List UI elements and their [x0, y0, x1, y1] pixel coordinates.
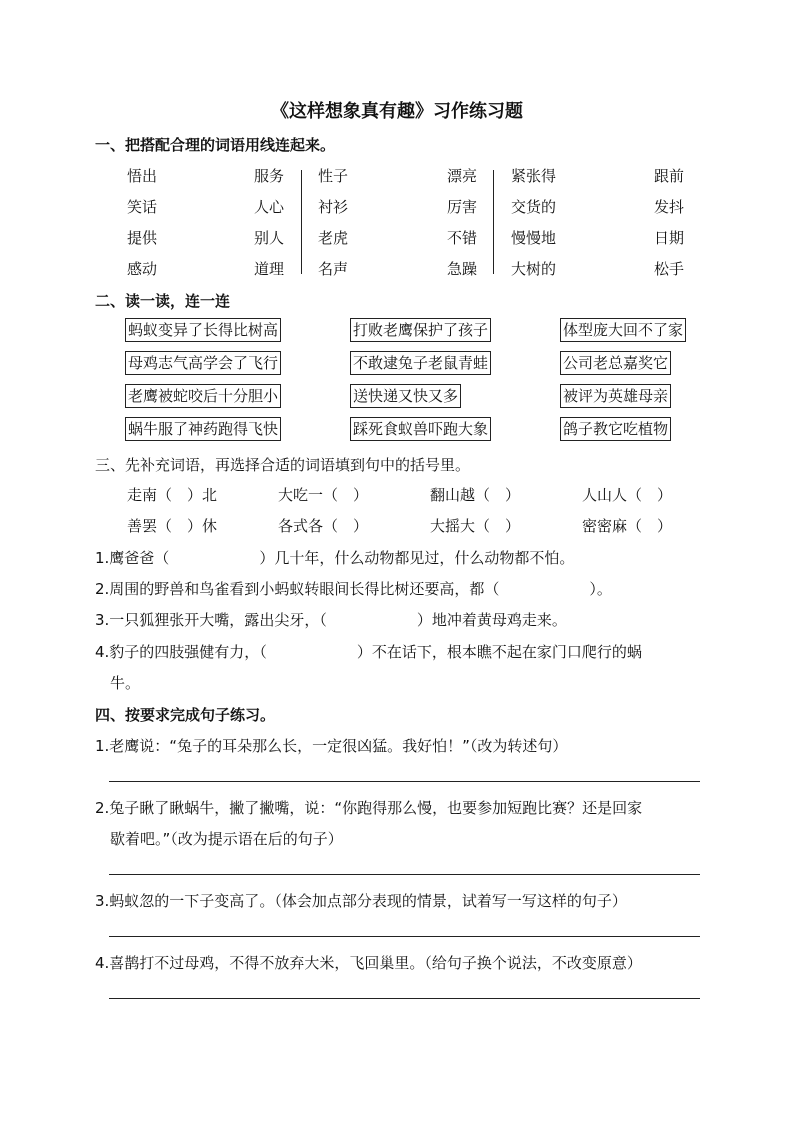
word: 急躁: [447, 260, 478, 278]
section-4-heading: 四、按要求完成句子练习。: [95, 706, 276, 724]
question-4-2: 2.兔子瞅了瞅蜗牛，撇了撇嘴，说：“你跑得那么慢，也要参加短跑比赛？还是回家: [95, 799, 643, 817]
word: 厉害: [447, 198, 478, 216]
answer-line[interactable]: [109, 781, 700, 782]
phrase-box: 不敢逮兔子老鼠青蛙: [350, 351, 491, 375]
phrase-box: 蜗牛服了神药跑得飞快: [125, 417, 281, 441]
page-title: 《这样想象真有趣》习作练习题: [271, 101, 523, 122]
word: 跟前: [654, 167, 685, 185]
section-2-heading: 二、读一读，连一连: [95, 292, 231, 310]
word: 别人: [254, 229, 285, 247]
phrase-box: 送快递又快又多: [350, 384, 461, 408]
fill-word: 翻山越（ ）: [430, 486, 521, 504]
question-4-1: 1.老鹰说：“兔子的耳朵那么长，一定很凶猛。我好怕！”（改为转述句）: [95, 737, 568, 755]
phrase-box: 鸽子教它吃植物: [560, 417, 671, 441]
question-4-3: 3.蚂蚁忽的一下子变高了。（体会加点部分表现的情景，试着写一写这样的句子）: [95, 892, 627, 910]
word: 老虎: [318, 229, 349, 247]
word: 提供: [127, 229, 158, 247]
column-divider: [493, 170, 494, 274]
phrase-box: 公司老总嘉奖它: [560, 351, 671, 375]
fill-word: 大摇大（ ）: [430, 517, 521, 535]
question-4-2-cont: 歇着吧。”（改为提示语在后的句子）: [110, 830, 343, 848]
section-1-heading: 一、把搭配合理的词语用线连起来。: [95, 136, 336, 154]
question-3-2: 2.周围的野兽和鸟雀看到小蚂蚁转眼间长得比树还要高，都（ ）。: [95, 580, 612, 598]
question-3-4-cont: 牛。: [110, 674, 141, 692]
question-3-3: 3.一只狐狸张开大嘴，露出尖牙，（ ）地冲着黄母鸡走来。: [95, 611, 567, 629]
word: 道理: [254, 260, 285, 278]
answer-line[interactable]: [109, 936, 700, 937]
phrase-box: 母鸡志气高学会了飞行: [125, 351, 281, 375]
answer-line[interactable]: [109, 998, 700, 999]
phrase-box: 打败老鹰保护了孩子: [350, 318, 491, 342]
phrase-box: 老鹰被蛇咬后十分胆小: [125, 384, 281, 408]
question-4-4: 4.喜鹊打不过母鸡，不得不放弃大米，飞回巢里。（给句子换个说法，不改变原意）: [95, 954, 642, 972]
word: 松手: [654, 260, 685, 278]
word: 慢慢地: [511, 229, 557, 247]
phrase-box: 踩死食蚁兽吓跑大象: [350, 417, 491, 441]
fill-word: 各式各（ ）: [278, 517, 369, 535]
word: 发抖: [654, 198, 685, 216]
question-3-1: 1.鹰爸爸（ ）几十年，什么动物都见过，什么动物都不怕。: [95, 549, 575, 567]
question-3-4: 4.豹子的四肢强健有力，（ ）不在话下，根本瞧不起在家门口爬行的蜗: [95, 643, 642, 661]
fill-word: 人山人（ ）: [582, 486, 673, 504]
word: 悟出: [127, 167, 158, 185]
word: 感动: [127, 260, 158, 278]
phrase-box: 蚂蚁变异了长得比树高: [125, 318, 281, 342]
word: 衬衫: [318, 198, 349, 216]
word: 日期: [654, 229, 685, 247]
fill-word: 密密麻（ ）: [582, 517, 673, 535]
word: 名声: [318, 260, 349, 278]
word: 人心: [254, 198, 285, 216]
word: 漂亮: [447, 167, 478, 185]
answer-line[interactable]: [109, 874, 700, 875]
fill-word: 善罢（ ）休: [127, 517, 218, 535]
word: 紧张得: [511, 167, 557, 185]
word: 不错: [447, 229, 478, 247]
word: 服务: [254, 167, 285, 185]
phrase-box: 被评为英雄母亲: [560, 384, 671, 408]
word: 交货的: [511, 198, 557, 216]
word: 大树的: [511, 260, 557, 278]
fill-word: 走南（ ）北: [127, 486, 218, 504]
fill-word: 大吃一（ ）: [278, 486, 369, 504]
phrase-box: 体型庞大回不了家: [560, 318, 686, 342]
section-3-heading: 三、先补充词语，再选择合适的词语填到句中的括号里。: [95, 456, 471, 474]
word: 笑话: [127, 198, 158, 216]
word: 性子: [318, 167, 349, 185]
column-divider: [301, 170, 302, 274]
